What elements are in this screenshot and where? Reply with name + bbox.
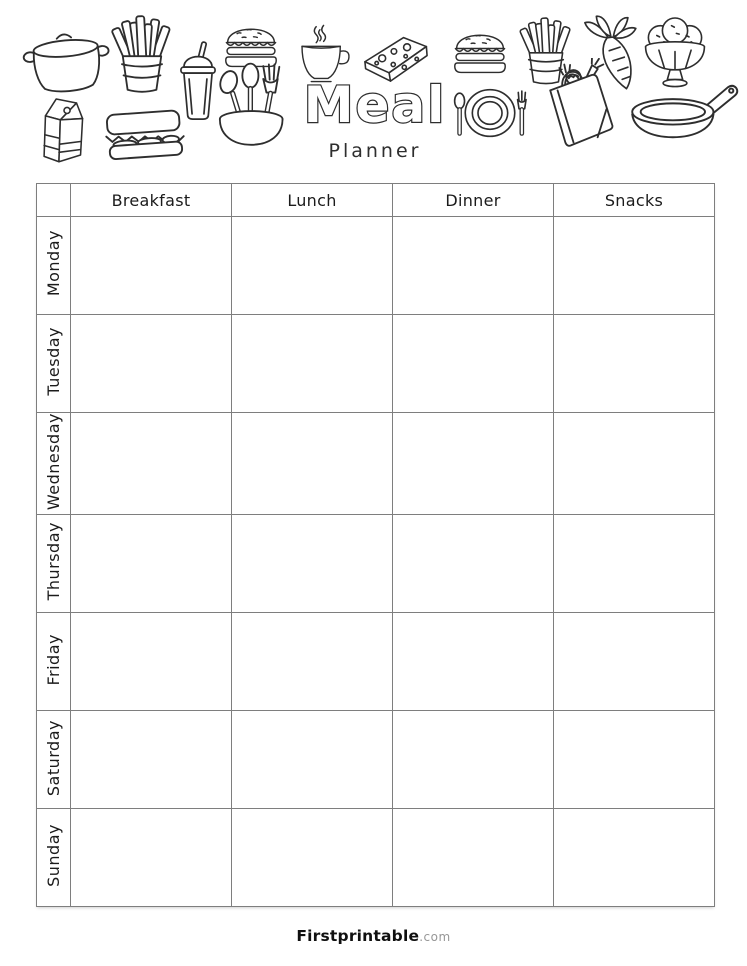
meal-cell	[232, 315, 393, 413]
meal-cell	[71, 711, 232, 809]
table-row	[37, 613, 715, 711]
meal-cell	[554, 515, 715, 613]
meal-cell	[71, 613, 232, 711]
footer-brand: Firstprintable	[296, 927, 420, 945]
table-row	[37, 809, 715, 907]
day-header-thursday: Thursday	[37, 515, 71, 613]
meal-cell	[393, 413, 554, 515]
meal-cell	[232, 217, 393, 315]
title-subtitle: Planner	[328, 140, 422, 162]
meal-cell	[232, 711, 393, 809]
meal-cell	[393, 315, 554, 413]
plate-with-cutlery-icon	[450, 84, 530, 146]
meal-cell	[554, 613, 715, 711]
meal-cell	[393, 711, 554, 809]
cutlery-bowl-icon	[214, 58, 290, 152]
meal-cell	[232, 613, 393, 711]
meal-cell	[232, 809, 393, 907]
meal-cell	[393, 809, 554, 907]
meal-cell	[232, 515, 393, 613]
header-art	[0, 0, 747, 178]
column-header-lunch: Lunch	[232, 184, 393, 217]
meal-cell	[71, 315, 232, 413]
title-word: Meal	[303, 76, 447, 134]
meal-cell	[554, 315, 715, 413]
day-header-saturday: Saturday	[37, 711, 71, 809]
day-header-monday: Monday	[37, 217, 71, 315]
meal-cell	[71, 413, 232, 515]
corner-cell	[37, 184, 71, 217]
page-title	[288, 76, 462, 162]
meal-cell	[393, 217, 554, 315]
table-row	[37, 711, 715, 809]
meal-cell	[71, 809, 232, 907]
meal-cell	[393, 613, 554, 711]
table-row	[37, 217, 715, 315]
meal-planner-table	[36, 183, 715, 907]
day-header-friday: Friday	[37, 613, 71, 711]
header-row	[37, 184, 715, 217]
meal-cell	[554, 809, 715, 907]
meal-cell	[71, 217, 232, 315]
meal-cell	[393, 515, 554, 613]
meal-cell	[554, 711, 715, 809]
column-header-dinner: Dinner	[393, 184, 554, 217]
grocery-bag-icon	[536, 58, 620, 156]
footer	[0, 926, 747, 945]
day-header-wednesday: Wednesday	[37, 413, 71, 515]
column-header-breakfast: Breakfast	[71, 184, 232, 217]
column-header-snacks: Snacks	[554, 184, 715, 217]
day-header-tuesday: Tuesday	[37, 315, 71, 413]
meal-cell	[554, 217, 715, 315]
day-header-sunday: Sunday	[37, 809, 71, 907]
meal-cell	[232, 413, 393, 515]
planner-grid	[36, 183, 715, 907]
table-row	[37, 413, 715, 515]
milk-carton-icon	[36, 90, 90, 170]
frying-pan-icon	[624, 78, 742, 148]
burger-icon	[446, 22, 514, 84]
meal-cell	[71, 515, 232, 613]
french-fries-icon	[110, 10, 174, 100]
table-row	[37, 315, 715, 413]
footer-brand-suffix: .com	[419, 930, 451, 944]
meal-cell	[554, 413, 715, 515]
table-row	[37, 515, 715, 613]
title-bubble-text	[288, 76, 462, 134]
